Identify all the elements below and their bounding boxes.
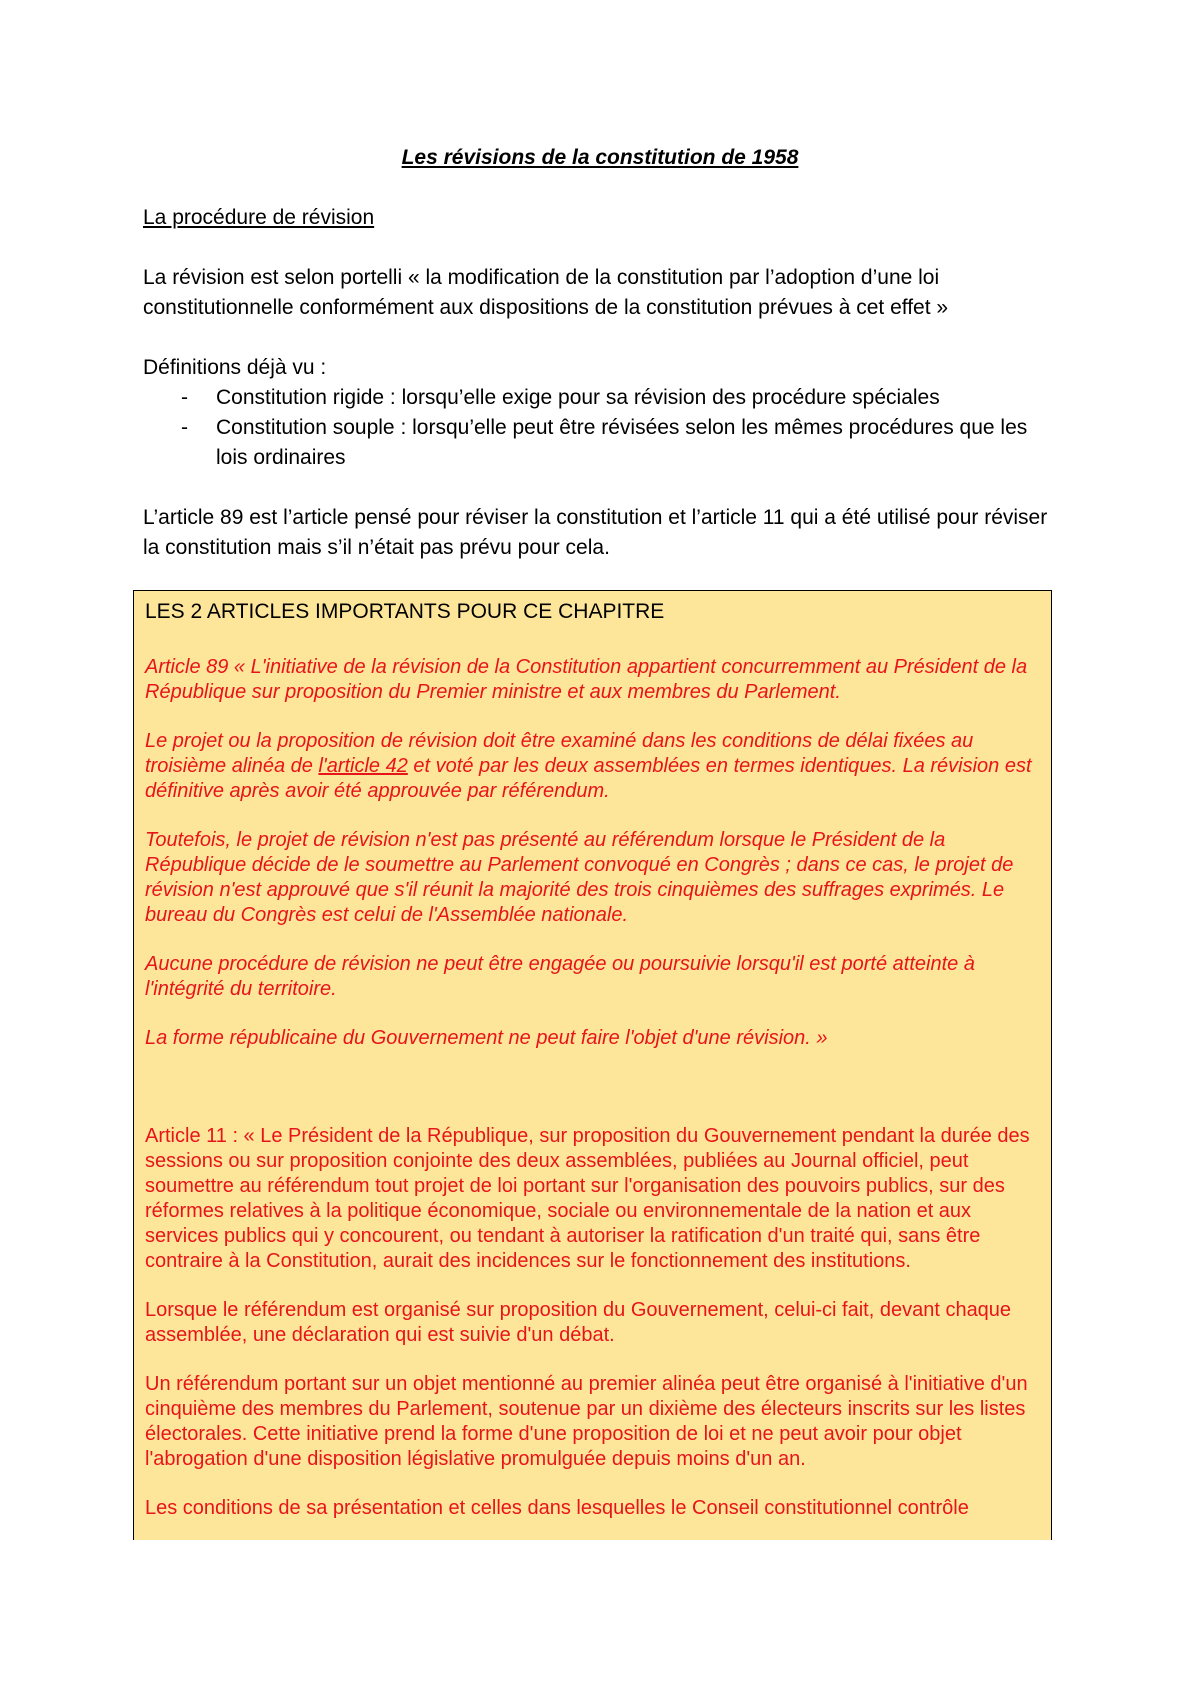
articles-box-content bbox=[145, 591, 1045, 1521]
article89-paragraph-5: La forme républicaine du Gouvernement ne peut faire l'objet d'une révision. » bbox=[145, 1027, 828, 1049]
article11-paragraph-3: Un référendum portant sur un objet mentionné au premier alinéa peut être organisé à l'initiative d'un cinquième des membres du Parlement, soutenue par un dixième des électeurs inscrits sur les listes électorales. Cette initiative prend la forme d'une proposition de loi et ne peut avoir pour objet l'abrogation d'une disposition législative promulguée depuis moins d'un an. bbox=[145, 1373, 1028, 1470]
intro-paragraph: La révision est selon portelli « la modification de la constitution par l’adoption d’une loi constitutionnelle conformément aux dispositions de la constitution prévues à cet effet » bbox=[143, 266, 949, 319]
definition-text: Constitution souple : lorsqu’elle peut être révisées selon les mêmes procédures que les lois ordinaires bbox=[216, 416, 1028, 469]
article89-p2-text-end: et voté par les deux assemblées en termes identiques. La révision est définitive après avoir été approuvée par référendum. bbox=[145, 755, 1032, 802]
definitions-label: Définitions déjà vu : bbox=[143, 356, 327, 379]
definitions-list bbox=[143, 383, 1063, 473]
articles-box bbox=[133, 590, 1052, 1540]
article11-paragraph-4: Les conditions de sa présentation et celles dans lesquelles le Conseil constitutionnel contrôle bbox=[145, 1497, 969, 1519]
article89-p2-text: Le projet ou la proposition de révision doit être examiné dans les conditions de délai fixées au troisième alinéa de bbox=[145, 730, 974, 777]
document-title: Les révisions de la constitution de 1958 bbox=[401, 146, 799, 169]
article89-paragraph-4: Aucune procédure de révision ne peut être engagée ou poursuivie lorsqu'il est porté atteinte à l'intégrité du territoire. bbox=[145, 953, 975, 1000]
article89-paragraph-2 bbox=[145, 729, 1045, 804]
list-item bbox=[143, 413, 1063, 473]
article11-paragraph-1: Article 11 : « Le Président de la République, sur proposition du Gouvernement pendant la durée des sessions ou sur proposition conjointe des deux assemblées, publiées au Journal officiel, peut soumettre au référendum tout projet de loi portant sur l'organisation des pouvoirs publics, sur des réformes relatives à la politique économique, sociale ou environnementale de la nation et aux services publics qui y concourent, ou tendant à autoriser la ratification d'un traité qui, sans être contraire à la Constitution, aurait des incidences sur le fonctionnement des institutions. bbox=[145, 1125, 1030, 1272]
list-dash: - bbox=[181, 386, 188, 409]
box-heading: LES 2 ARTICLES IMPORTANTS POUR CE CHAPITRE bbox=[145, 600, 665, 623]
section-heading: La procédure de révision bbox=[143, 206, 375, 229]
articles-intro-paragraph: L’article 89 est l’article pensé pour réviser la constitution et l’article 11 qui a été utilisé pour réviser la constitution mais s’il n’était pas prévu pour cela. bbox=[143, 506, 1048, 559]
article11-paragraph-2: Lorsque le référendum est organisé sur proposition du Gouvernement, celui-ci fait, devant chaque assemblée, une déclaration qui est suivie d'un débat. bbox=[145, 1299, 1012, 1346]
article89-paragraph-3: Toutefois, le projet de révision n'est pas présenté au référendum lorsque le Président de la République décide de le soumettre au Parlement convoqué en Congrès ; dans ce cas, le projet de révision n'est approuvé que s'il réunit la majorité des trois cinquièmes des suffrages exprimés. Le bureau du Congrès est celui de l'Assemblée nationale. bbox=[145, 829, 1014, 926]
article-42-link[interactable]: l'article 42 bbox=[318, 755, 408, 777]
list-item bbox=[143, 383, 1063, 413]
definition-text: Constitution rigide : lorsqu’elle exige pour sa révision des procédure spéciales bbox=[216, 386, 940, 409]
article89-paragraph-1: Article 89 « L'initiative de la révision de la Constitution appartient concurremment au Président de la République sur proposition du Premier ministre et aux membres du Parlement. bbox=[145, 656, 1028, 703]
list-dash: - bbox=[181, 416, 188, 439]
